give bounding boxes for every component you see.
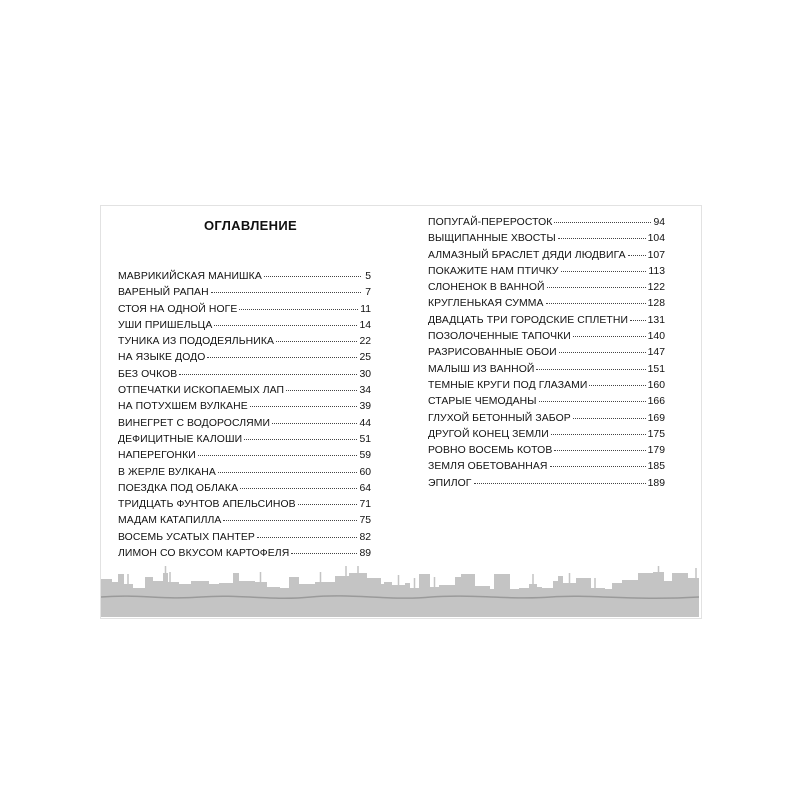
- toc-entry: [428, 313, 665, 329]
- skyline-building: [266, 587, 280, 598]
- toc-entry-page-number: 175: [647, 428, 665, 440]
- skyline-spire: [320, 572, 322, 582]
- skyline-building: [653, 572, 664, 598]
- toc-entry-title: ЗЕМЛЯ ОБЕТОВАННАЯ: [428, 461, 548, 473]
- skyline-spire: [434, 577, 436, 587]
- skyline-building: [342, 576, 350, 598]
- skyline-spire: [398, 575, 400, 585]
- skyline-spire: [260, 572, 262, 582]
- toc-dot-leader: [559, 344, 646, 353]
- toc-entry-title: ТУНИКА ИЗ ПОДОДЕЯЛЬНИКА: [118, 336, 274, 348]
- toc-dot-leader: [573, 410, 646, 419]
- toc-entry: [428, 296, 665, 312]
- toc-dot-leader: [589, 377, 645, 386]
- skyline-base: [101, 596, 699, 617]
- toc-entry-page-number: 82: [359, 531, 371, 543]
- toc-entry-page-number: 189: [647, 477, 665, 489]
- skyline-building: [178, 584, 192, 598]
- toc-dot-leader: [298, 496, 358, 505]
- city-skyline-illustration: [101, 566, 699, 617]
- toc-entry-title: МАВРИКИЙСКАЯ МАНИШКА: [118, 271, 262, 282]
- toc-entry: [118, 448, 371, 464]
- skyline-building: [419, 574, 430, 598]
- skyline-spire: [345, 566, 347, 576]
- toc-entry-page-number: 89: [359, 548, 371, 560]
- toc-entry-page-number: 60: [359, 466, 371, 478]
- toc-entry-title: ВЫЩИПАННЫЕ ХВОСТЫ: [428, 233, 556, 245]
- toc-column-left: [118, 269, 371, 562]
- toc-dot-leader: [536, 361, 645, 370]
- toc-dot-leader: [239, 301, 358, 310]
- toc-entry: [428, 476, 665, 492]
- toc-entry-title: ДЕФИЦИТНЫЕ КАЛОШИ: [118, 433, 243, 445]
- toc-dot-leader: [551, 426, 646, 435]
- skyline-spire: [569, 573, 571, 583]
- toc-entry-page-number: 44: [359, 417, 371, 429]
- skyline-building: [461, 574, 475, 598]
- skyline-spire: [357, 566, 359, 573]
- toc-entry-title: ДВАДЦАТЬ ТРИ ГОРОДСКИЕ СПЛЕТНИ: [428, 314, 629, 326]
- skyline-building: [101, 579, 112, 598]
- skyline-spire: [169, 572, 171, 582]
- toc-dot-leader: [179, 366, 357, 375]
- toc-entry-page-number: 22: [359, 336, 371, 348]
- toc-dot-leader: [257, 529, 358, 538]
- toc-entry-title: КРУГЛЕНЬКАЯ СУММА: [428, 298, 544, 310]
- toc-entry-page-number: 5: [365, 271, 371, 282]
- toc-dot-leader: [291, 545, 357, 554]
- toc-entry: [118, 399, 371, 415]
- toc-entry: [428, 378, 665, 394]
- toc-entry: [428, 427, 665, 443]
- toc-dot-leader: [573, 328, 646, 337]
- toc-entry: [428, 280, 665, 296]
- toc-entry-title: ДРУГОЙ КОНЕЦ ЗЕМЛИ: [428, 428, 549, 440]
- toc-entry-page-number: 34: [359, 385, 371, 397]
- toc-entry: [428, 248, 665, 264]
- toc-entry-title: ТРИДЦАТЬ ФУНТОВ АПЕЛЬСИНОВ: [118, 499, 296, 511]
- toc-entry: [118, 383, 371, 399]
- skyline-building: [455, 577, 462, 598]
- skyline-building: [152, 581, 164, 598]
- skyline-building: [529, 584, 537, 598]
- toc-entry-title: ПОКАЖИТЕ НАМ ПТИЧКУ: [428, 265, 559, 277]
- toc-entry-page-number: 160: [647, 379, 665, 391]
- toc-dot-leader: [250, 398, 358, 407]
- skyline-building: [335, 576, 343, 598]
- toc-dot-leader: [198, 447, 358, 456]
- toc-entry: [118, 432, 371, 448]
- toc-entry-title: ГЛУХОЙ БЕТОННЫЙ ЗАБОР: [428, 412, 571, 424]
- toc-entry-page-number: 113: [648, 265, 665, 277]
- toc-entry: [428, 362, 665, 378]
- toc-entry-title: БЕЗ ОЧКОВ: [118, 368, 178, 380]
- toc-entry-title: СТАРЫЕ ЧЕМОДАНЫ: [428, 396, 537, 408]
- skyline-building: [298, 584, 316, 598]
- skyline-buildings: [101, 566, 699, 617]
- toc-entry-title: ВИНЕГРЕТ С ВОДОРОСЛЯМИ: [118, 417, 271, 429]
- toc-dot-leader: [244, 431, 357, 440]
- skyline-building: [384, 582, 392, 598]
- toc-dot-leader: [550, 458, 646, 467]
- toc-entry: [118, 285, 371, 301]
- skyline-building: [612, 583, 623, 598]
- skyline-building: [238, 581, 255, 598]
- toc-entry-page-number: 107: [647, 249, 665, 261]
- toc-entry-title: СТОЯ НА ОДНОЙ НОГЕ: [118, 303, 238, 315]
- skyline-building: [622, 580, 639, 598]
- toc-entry-title: УШИ ПРИШЕЛЬЦА: [118, 319, 213, 331]
- toc-entry: [118, 497, 371, 513]
- toc-dot-leader: [539, 393, 646, 402]
- toc-dot-leader: [276, 333, 357, 342]
- toc-entry-page-number: 71: [359, 499, 371, 511]
- skyline-building: [366, 578, 381, 598]
- toc-entry-page-number: 166: [647, 396, 665, 408]
- toc-entry-title: СЛОНЕНОК В ВАННОЙ: [428, 282, 545, 294]
- toc-entry: [118, 334, 371, 350]
- toc-entry-page-number: 94: [653, 217, 665, 228]
- toc-dot-leader: [286, 382, 357, 391]
- toc-entry-title: В ЖЕРЛЕ ВУЛКАНА: [118, 466, 216, 478]
- toc-entry-title: ВАРЕНЫЙ РАПАН: [118, 287, 209, 299]
- toc-dot-leader: [218, 464, 358, 473]
- skyline-spire: [695, 568, 697, 578]
- toc-entry: [428, 264, 665, 280]
- toc-entry: [118, 269, 371, 285]
- skyline-spire: [127, 574, 129, 584]
- toc-entry: [428, 215, 665, 231]
- toc-entry: [428, 345, 665, 361]
- toc-entry-page-number: 185: [647, 461, 665, 473]
- skyline-building: [643, 573, 654, 598]
- toc-dot-leader: [207, 349, 357, 358]
- toc-dot-leader: [554, 214, 651, 223]
- skyline-building: [409, 588, 420, 598]
- skyline-spire: [658, 566, 660, 572]
- toc-entry-title: МАЛЫШ ИЗ ВАННОЙ: [428, 363, 535, 375]
- skyline-building: [509, 589, 520, 598]
- toc-entry-page-number: 122: [647, 282, 665, 294]
- skyline-building: [519, 588, 530, 598]
- toc-dot-leader: [561, 263, 647, 272]
- skyline-building: [663, 581, 673, 598]
- toc-entry-title: АЛМАЗНЫЙ БРАСЛЕТ ДЯДИ ЛЮДВИГА: [428, 249, 626, 261]
- toc-entry-page-number: 59: [359, 450, 371, 462]
- skyline-building: [172, 582, 179, 598]
- toc-dot-leader: [214, 317, 357, 326]
- toc-entry: [118, 318, 371, 334]
- skyline-building: [279, 588, 290, 598]
- skyline-spire: [414, 578, 416, 588]
- toc-entry-title: РОВНО ВОСЕМЬ КОТОВ: [428, 445, 553, 457]
- toc-entry: [428, 443, 665, 459]
- toc-column-right: [428, 215, 665, 492]
- toc-entry: [118, 350, 371, 366]
- toc-entry-page-number: 179: [647, 445, 665, 457]
- toc-dot-leader: [554, 442, 645, 451]
- toc-entry-page-number: 104: [647, 233, 665, 245]
- skyline-spire: [594, 578, 596, 588]
- toc-dot-leader: [558, 230, 646, 239]
- toc-entry-page-number: 140: [647, 331, 665, 343]
- toc-entry: [118, 546, 371, 562]
- toc-entry: [118, 416, 371, 432]
- toc-dot-leader: [240, 480, 357, 489]
- skyline-building: [672, 573, 688, 598]
- toc-entry-title: МАДАМ КАТАПИЛЛА: [118, 515, 222, 527]
- toc-dot-leader: [628, 247, 646, 256]
- toc-entry-title: РАЗРИСОВАННЫЕ ОБОИ: [428, 347, 557, 359]
- toc-entry-title: ЭПИЛОГ: [428, 477, 472, 489]
- toc-entry-page-number: 147: [647, 347, 665, 359]
- skyline-spire: [165, 566, 167, 573]
- toc-entry-page-number: 25: [359, 352, 371, 364]
- toc-entry-page-number: 64: [359, 482, 371, 494]
- skyline-building: [391, 585, 406, 598]
- toc-dot-leader: [546, 295, 646, 304]
- toc-dot-leader: [547, 279, 646, 288]
- toc-entry: [118, 302, 371, 318]
- skyline-building: [191, 581, 209, 598]
- toc-entry-title: ВОСЕМЬ УСАТЫХ ПАНТЕР: [118, 531, 255, 543]
- toc-entry: [118, 530, 371, 546]
- toc-entry-page-number: 11: [360, 303, 371, 315]
- skyline-building: [576, 578, 591, 598]
- skyline-building: [289, 577, 299, 598]
- toc-dot-leader: [272, 415, 357, 424]
- toc-entry-title: ПОЗОЛОЧЕННЫЕ ТАПОЧКИ: [428, 331, 571, 343]
- toc-entry-title: ЛИМОН СО ВКУСОМ КАРТОФЕЛЯ: [118, 548, 290, 560]
- toc-entry-page-number: 39: [359, 401, 371, 413]
- skyline-building: [145, 577, 153, 598]
- toc-entry: [118, 465, 371, 481]
- toc-entry-page-number: 151: [647, 363, 665, 375]
- contents-heading: ОГЛАВЛЕНИЕ: [204, 218, 297, 233]
- toc-entry-title: ТЕМНЫЕ КРУГИ ПОД ГЛАЗАМИ: [428, 379, 588, 391]
- toc-dot-leader: [223, 512, 357, 521]
- toc-entry: [118, 513, 371, 529]
- skyline-spire: [532, 574, 534, 584]
- toc-entry-title: ПОЕЗДКА ПОД ОБЛАКА: [118, 482, 239, 494]
- skyline-building: [687, 578, 699, 598]
- toc-entry-title: ОТПЕЧАТКИ ИСКОПАЕМЫХ ЛАП: [118, 385, 285, 397]
- toc-entry-title: НАПЕРЕГОНКИ: [118, 450, 196, 462]
- toc-entry: [428, 394, 665, 410]
- toc-entry-page-number: 131: [647, 314, 665, 326]
- toc-entry-page-number: 7: [365, 287, 371, 299]
- toc-dot-leader: [211, 284, 361, 293]
- toc-entry-page-number: 30: [359, 368, 371, 380]
- toc-entry: [118, 481, 371, 497]
- toc-dot-leader: [264, 268, 361, 277]
- toc-dot-leader: [474, 475, 646, 484]
- toc-entry: [118, 367, 371, 383]
- skyline-building: [494, 574, 510, 598]
- toc-entry-page-number: 14: [359, 319, 371, 331]
- toc-entry-page-number: 51: [359, 433, 371, 445]
- skyline-building: [349, 573, 367, 598]
- toc-entry-title: НА ЯЗЫКЕ ДОДО: [118, 352, 206, 364]
- toc-entry: [428, 459, 665, 475]
- toc-entry: [428, 329, 665, 345]
- toc-entry-page-number: 128: [647, 298, 665, 310]
- toc-entry-page-number: 75: [359, 515, 371, 527]
- toc-entry-page-number: 169: [647, 412, 665, 424]
- toc-entry-title: НА ПОТУХШЕМ ВУЛКАНЕ: [118, 401, 248, 413]
- toc-entry: [428, 411, 665, 427]
- toc-entry-title: ПОПУГАЙ-ПЕРЕРОСТОК: [428, 217, 553, 228]
- skyline-building: [254, 582, 267, 598]
- toc-dot-leader: [630, 312, 646, 321]
- toc-entry: [428, 231, 665, 247]
